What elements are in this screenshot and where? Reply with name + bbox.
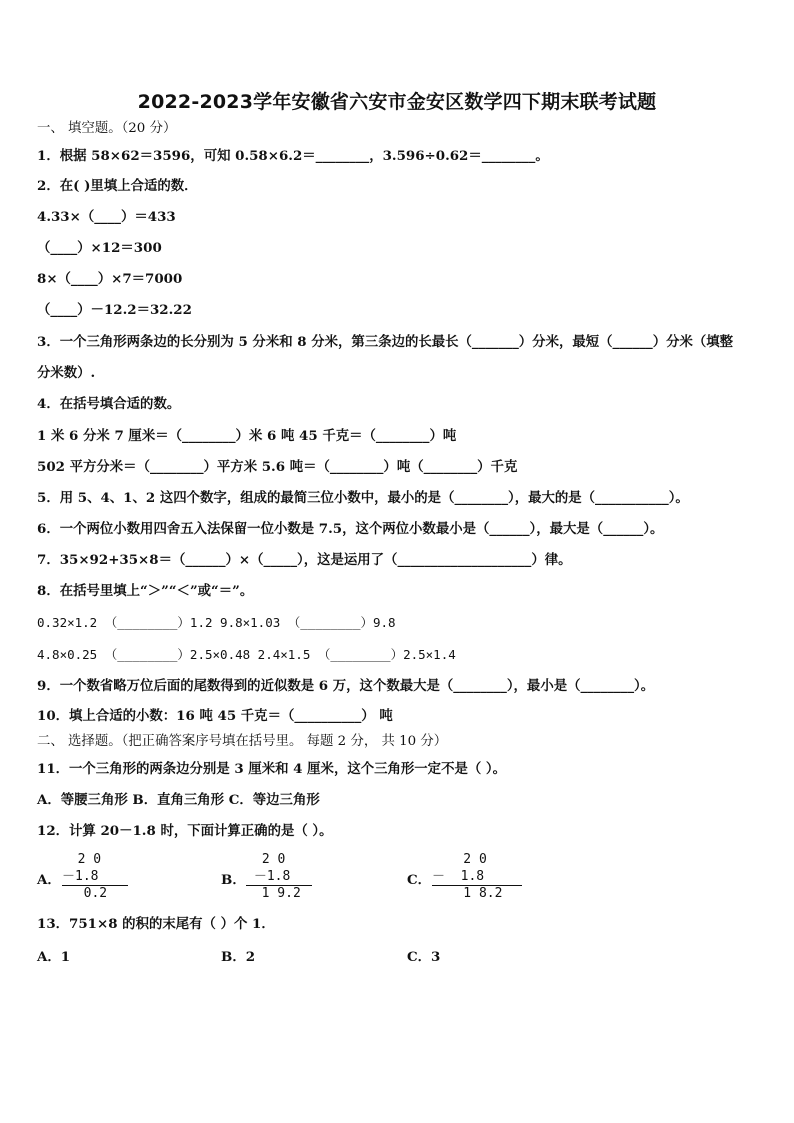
q12a-bot: 0.2 xyxy=(68,886,108,901)
q12-option-a-calc xyxy=(62,852,142,902)
question-11: 11．一个三角形的两条边分别是 3 厘米和 4 厘米，这个三角形一定不是（ ）。 xyxy=(37,761,506,777)
question-13: 13．751×8 的积的末尾有（ ）个 1． xyxy=(37,916,275,932)
q12-option-a-label: A． xyxy=(37,872,61,888)
section-2-heading: 二、 选择题。（把正确答案序号填在括号里。 每题 2 分， 共 10 分） xyxy=(37,734,448,749)
question-1: 1．根据 58×62＝3596，可知 0.58×6.2＝________，3.596÷0.62＝________。 xyxy=(37,148,549,164)
question-9: 9．一个数省略万位后面的尾数得到的近似数是 6 万，这个数最大是（________），最小是（________）。 xyxy=(37,678,655,694)
question-2a: 4.33×（____）＝433 xyxy=(37,209,176,225)
q13-option-b: B．2 xyxy=(221,949,256,965)
question-7: 7．35×92+35×8＝（______）×（_____），这是运用了（____________________）律。 xyxy=(37,552,572,568)
question-3: 3．一个三角形两条边的长分别为 5 分米和 8 分米，第三条边的长最长（_______）分米，最短（______）分米（填整 xyxy=(37,334,734,350)
question-2: 2．在( )里填上合适的数． xyxy=(37,178,198,194)
question-8b: 4.8×0.25 （________）2.5×0.48 2.4×1.5 （________）2.5×1.4 xyxy=(37,647,456,662)
question-2b: （____）×12＝300 xyxy=(37,240,162,256)
question-2d: （____）－12.2＝32.22 xyxy=(37,302,192,318)
q12b-mid: －1.8 xyxy=(246,869,291,884)
question-11-options: A．等腰三角形 B．直角三角形 C．等边三角形 xyxy=(37,792,320,808)
question-2c: 8×（____）×7＝7000 xyxy=(37,271,183,287)
question-5: 5．用 5、4、1、2 这四个数字，组成的最简三位小数中，最小的是（________），最大的是（___________）。 xyxy=(37,490,689,506)
q12b-bot: 1 9.2 xyxy=(246,886,301,901)
q12-option-b-calc xyxy=(246,852,326,902)
q12-option-c-calc xyxy=(432,852,532,902)
question-12: 12．计算 20－1.8 时，下面计算正确的是（ ）。 xyxy=(37,823,333,839)
question-4: 4．在括号填合适的数。 xyxy=(37,396,181,412)
q12b-top: 2 0 xyxy=(254,852,286,867)
page-title: 2022-2023学年安徽省六安市金安区数学四下期末联考试题 xyxy=(137,91,657,113)
question-4b: 502 平方分米＝（________）平方米 5.6 吨＝（________）吨（________）千克 xyxy=(37,459,518,475)
question-3-cont: 分米数）. xyxy=(37,365,96,381)
q12-option-c-label: C． xyxy=(407,872,432,888)
q12a-top: 2 0 xyxy=(62,852,102,867)
q12c-top: 2 0 xyxy=(432,852,487,867)
section-1-heading: 一、 填空题。（20 分） xyxy=(37,121,177,136)
q12c-bot: 1 8.2 xyxy=(432,886,503,901)
q13-option-a: A．1 xyxy=(37,949,71,965)
q12a-mid: －1.8 xyxy=(62,869,99,884)
q12-option-b-label: B． xyxy=(221,872,246,888)
question-8a: 0.32×1.2 （________）1.2 9.8×1.03 （________）9.8 xyxy=(37,615,396,630)
q13-option-c: C．3 xyxy=(407,949,441,965)
question-6: 6．一个两位小数用四舍五入法保留一位小数是 7.5，这个两位小数最小是（______），最大是（______）。 xyxy=(37,521,664,537)
question-8: 8．在括号里填上“＞”“＜”或“＝”。 xyxy=(37,583,254,599)
question-10: 10．填上合适的小数：16 吨 45 千克＝（__________） 吨 xyxy=(37,708,393,724)
question-4a: 1 米 6 分米 7 厘米＝（________）米 6 吨 45 千克＝（________）吨 xyxy=(37,428,457,444)
q12c-mid: － 1.8 xyxy=(432,869,485,884)
